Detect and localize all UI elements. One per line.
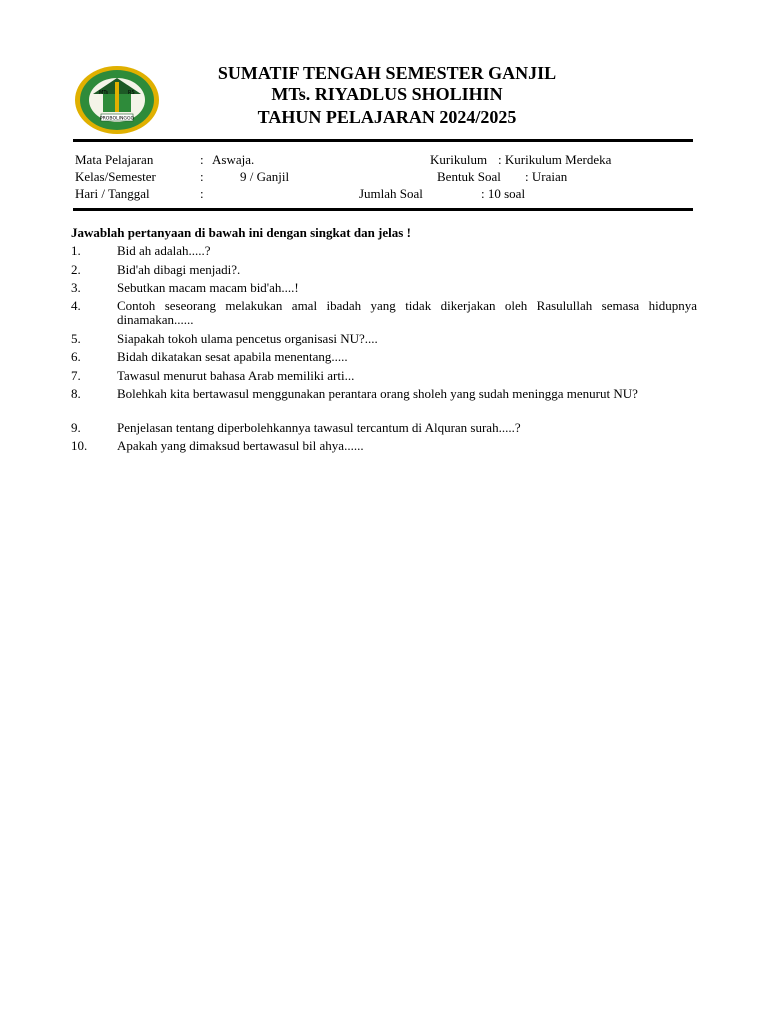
school-year: TAHUN PELAJARAN 2024/2025 (257, 107, 517, 127)
mapel-colon: : (200, 152, 204, 167)
question-text: Bolehkah kita bertawasul menggunakan perantara orang sholeh yang sudah meningga menurut NU? (117, 386, 638, 401)
school-logo (73, 64, 161, 136)
question-number: 1. (71, 243, 81, 258)
jumlah-value: : 10 soal (481, 186, 526, 201)
question-item (71, 332, 697, 346)
svg-text:RS: RS (128, 90, 135, 96)
question-number: 8. (71, 386, 81, 401)
bentuk-label: Bentuk Soal (437, 169, 501, 184)
hari-label: Hari / Tanggal (75, 186, 150, 201)
kelas-label: Kelas/Semester (75, 169, 156, 184)
question-text: Apakah yang dimaksud bertawasul bil ahya...... (117, 438, 364, 453)
kelas-value: 9 / Ganjil (240, 169, 290, 184)
question-item (71, 244, 697, 258)
question-text: Tawasul menurut bahasa Arab memiliki arti... (117, 368, 355, 383)
question-number: 3. (71, 280, 81, 295)
mapel-value: Aswaja. (212, 152, 255, 167)
question-number: 7. (71, 368, 81, 383)
kurikulum-value: : Kurikulum Merdeka (498, 152, 612, 167)
info-divider (73, 208, 693, 211)
question-text: Contoh seseorang melakukan amal ibadah yang tidak dikerjakan oleh Rasulullah semasa hidupnya dinamakan...... (117, 298, 697, 327)
hari-colon: : (200, 186, 204, 201)
question-item (71, 299, 697, 327)
logo-caption: PROBOLINGGO (99, 116, 135, 122)
question-item (71, 281, 697, 295)
question-item (71, 263, 697, 277)
svg-text:MTs: MTs (99, 90, 109, 96)
question-number: 5. (71, 331, 81, 346)
question-text: Bid ah adalah.....? (117, 243, 211, 258)
question-number: 2. (71, 262, 81, 277)
question-text: Penjelasan tentang diperbolehkannya tawasul tercantum di Alquran surah.....? (117, 420, 521, 435)
doc-title: SUMATIF TENGAH SEMESTER GANJIL (217, 63, 557, 83)
instruction: Jawablah pertanyaan di bawah ini dengan singkat dan jelas ! (71, 225, 411, 240)
bentuk-value: : Uraian (525, 169, 568, 184)
question-item (71, 421, 697, 435)
question-text: Bidah dikatakan sesat apabila menentang..... (117, 349, 348, 364)
question-text: Sebutkan macam macam bid'ah....! (117, 280, 299, 295)
question-item (71, 350, 697, 364)
kelas-colon: : (200, 169, 204, 184)
question-item (71, 387, 697, 401)
mapel-label: Mata Pelajaran (75, 152, 154, 167)
question-number: 6. (71, 349, 81, 364)
jumlah-label: Jumlah Soal (359, 186, 423, 201)
question-item (71, 439, 697, 453)
question-text: Bid'ah dibagi menjadi?. (117, 262, 241, 277)
question-text: Siapakah tokoh ulama pencetus organisasi NU?.... (117, 331, 378, 346)
question-number: 9. (71, 420, 81, 435)
question-number: 10. (71, 438, 88, 453)
kurikulum-label: Kurikulum (430, 152, 488, 167)
school-name: MTs. RIYADLUS SHOLIHIN (271, 84, 503, 104)
header-divider (73, 139, 693, 142)
question-item (71, 369, 697, 383)
question-number: 4. (71, 298, 81, 313)
